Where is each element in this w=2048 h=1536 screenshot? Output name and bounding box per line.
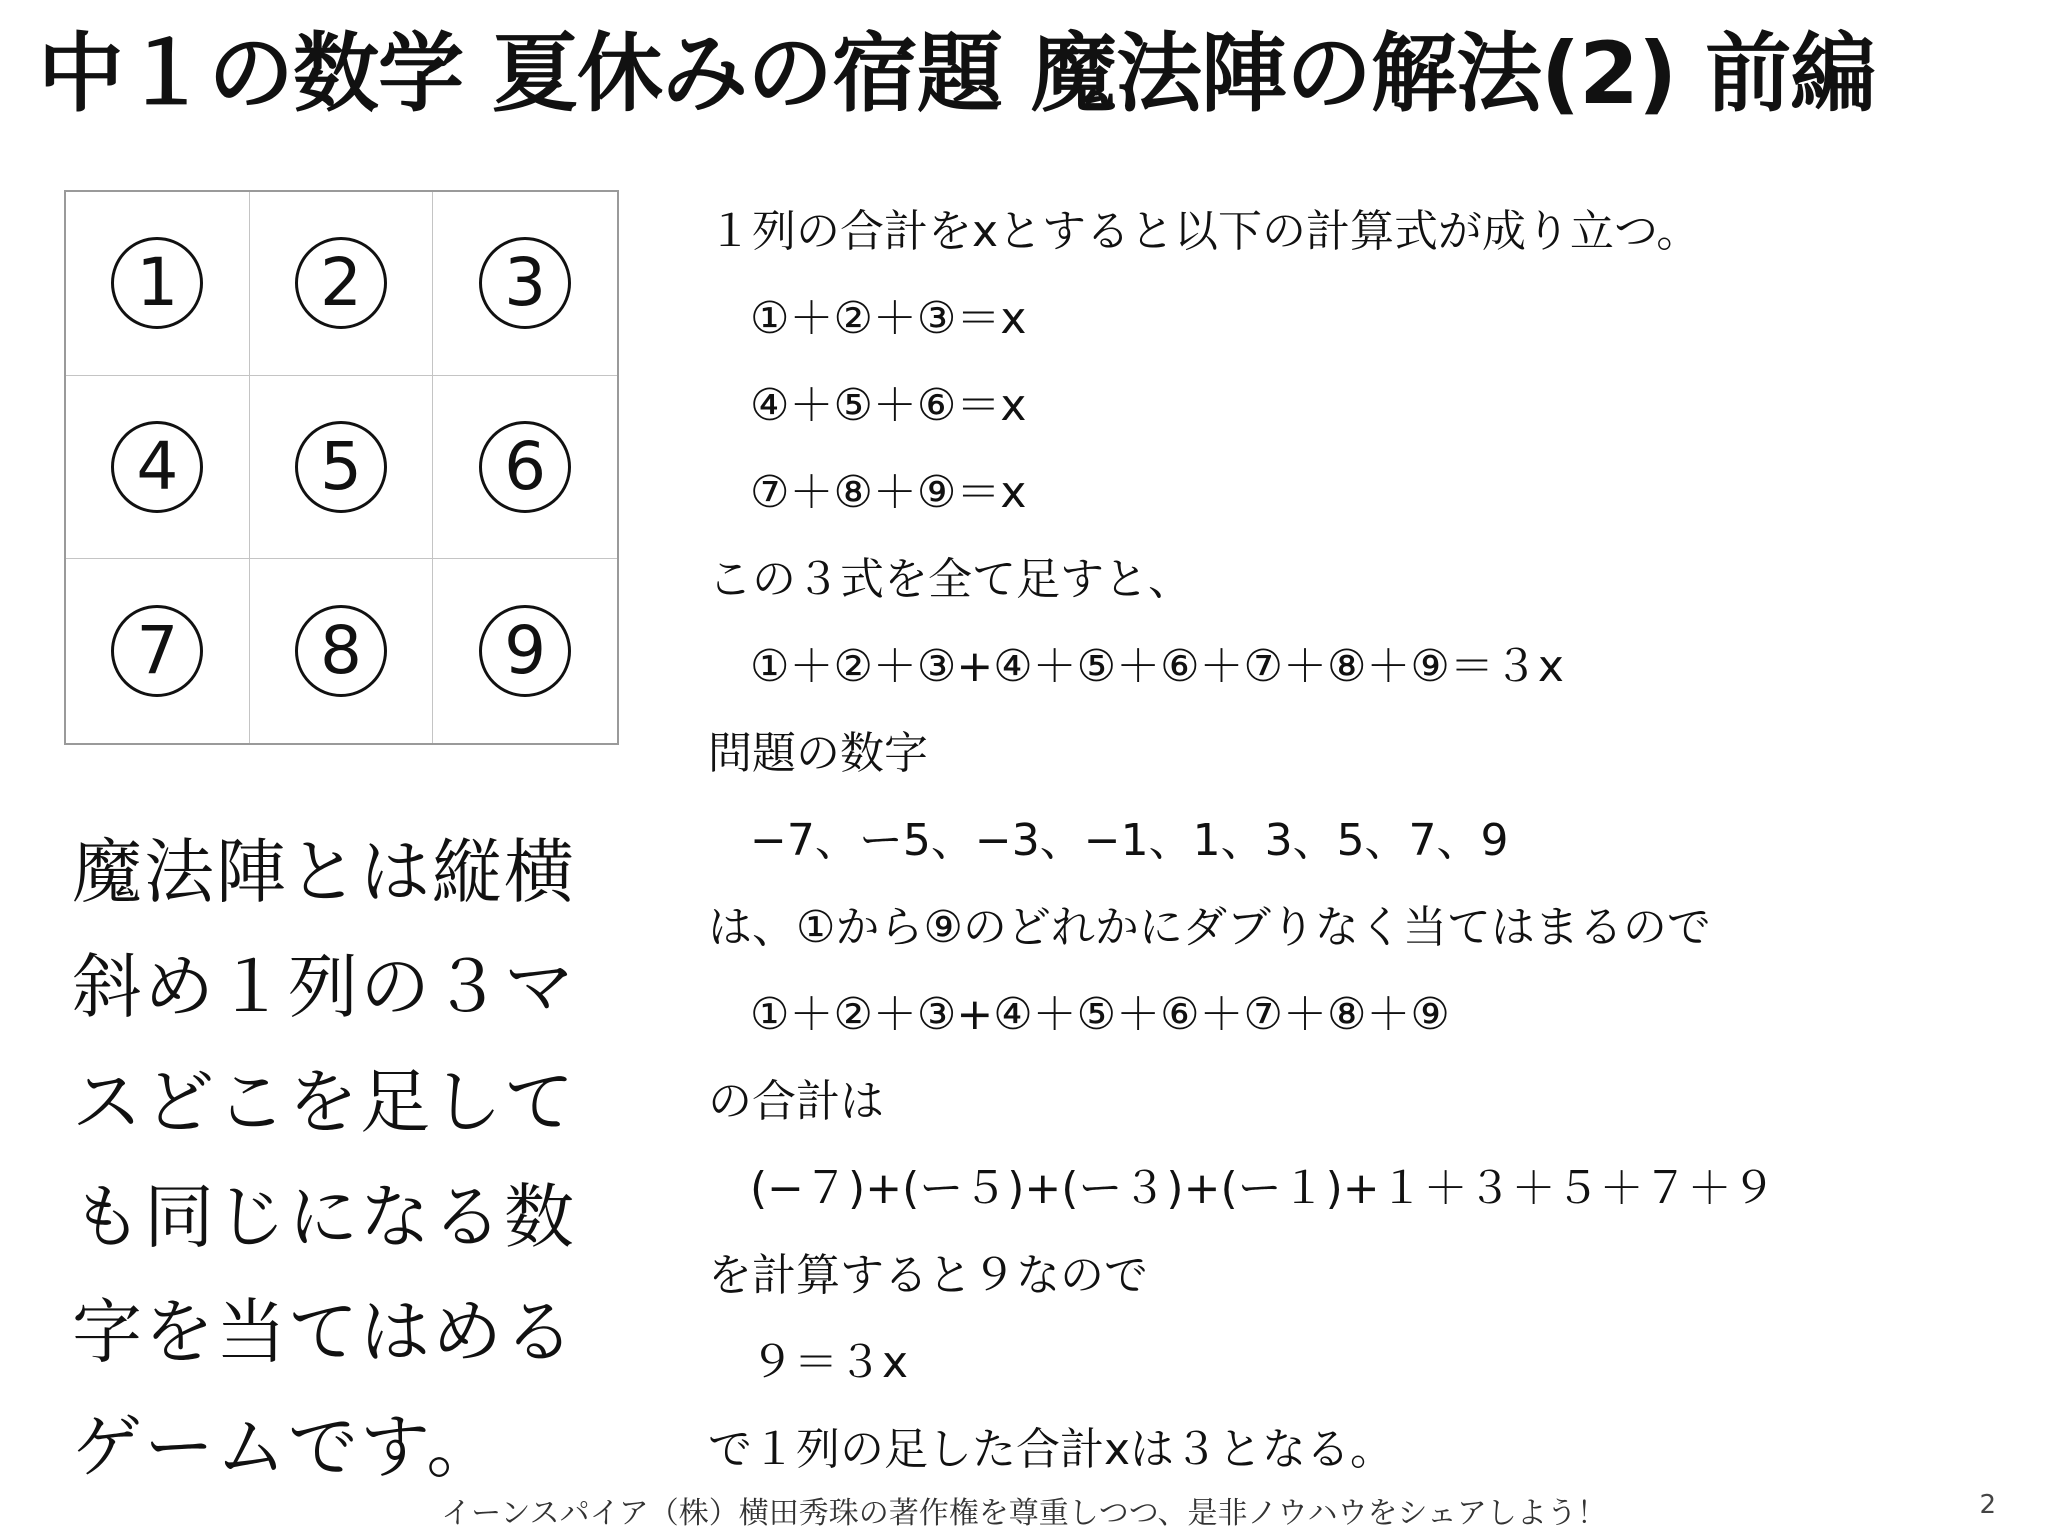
solution-steps	[708, 188, 2008, 1493]
description-line: も同じになる数	[72, 1176, 576, 1258]
problem-number-list: −7、ー5、−3、−1、1、3、5、7、9	[750, 815, 1509, 866]
copyright-footer: イーンスパイア（株）横田秀珠の著作権を尊重しつつ、是非ノウハウをシェアしよう！	[441, 1496, 1607, 1531]
grid-cell	[66, 376, 250, 560]
circled-number: 2	[295, 237, 387, 329]
equation-9-equals-3x: ９＝３x	[750, 1337, 909, 1388]
circled-number: 8	[295, 605, 387, 697]
grid-cell	[433, 559, 617, 743]
description-line: 字を当てはめる	[72, 1291, 576, 1373]
grid-cell	[250, 376, 434, 560]
circled-number: 3	[479, 237, 571, 329]
page-number: 2	[1979, 1490, 1996, 1520]
circled-number: 9	[479, 605, 571, 697]
description-line: ゲームです。	[72, 1406, 499, 1488]
description-line: 斜め１列の３マ	[72, 946, 576, 1028]
grid-cell	[66, 559, 250, 743]
circled-number: 4	[111, 421, 203, 513]
circled-number: 7	[111, 605, 203, 697]
description-line: 魔法陣とは縦横	[72, 831, 576, 913]
magic-square-description	[72, 815, 632, 1505]
circled-number: 1	[111, 237, 203, 329]
slide-title: 中１の数学 夏休みの宿題 魔法陣の解法(2) 前編	[38, 24, 1876, 124]
grid-cell	[433, 376, 617, 560]
equation-row-3: ⑦＋⑧＋⑨＝x	[750, 467, 1027, 518]
grid-cell	[433, 192, 617, 376]
magic-square-grid	[64, 190, 619, 745]
equation-sum-cells: ①＋②＋③+④＋⑤＋⑥＋⑦＋⑧＋⑨	[750, 989, 1450, 1040]
grid-cell	[66, 192, 250, 376]
description-line: スどこを足して	[72, 1061, 576, 1143]
equation-number-sum: (−７)+(ー５)+(ー３)+(ー１)+１＋３＋５＋７＋９	[750, 1163, 1776, 1214]
step-problem-numbers: 問題の数字	[708, 728, 928, 779]
equation-sum-3x: ①＋②＋③+④＋⑤＋⑥＋⑦＋⑧＋⑨＝３x	[750, 641, 1564, 692]
step-intro: １列の合計をxとすると以下の計算式が成り立つ。	[708, 206, 1701, 257]
circled-number: 5	[295, 421, 387, 513]
equation-row-2: ④＋⑤＋⑥＝x	[750, 380, 1027, 431]
equation-row-1: ①＋②＋③＝x	[750, 293, 1027, 344]
step-assignment: は、①から⑨のどれかにダブりなく当てはまるので	[708, 902, 1711, 953]
circled-number: 6	[479, 421, 571, 513]
grid-cell	[250, 559, 434, 743]
step-conclusion: で１列の足した合計xは３となる。	[708, 1424, 1395, 1475]
step-result: を計算すると９なので	[708, 1250, 1148, 1301]
step-total-label: の合計は	[708, 1076, 884, 1127]
grid-cell	[250, 192, 434, 376]
step-sum-all: この３式を全て足すと、	[708, 554, 1192, 605]
